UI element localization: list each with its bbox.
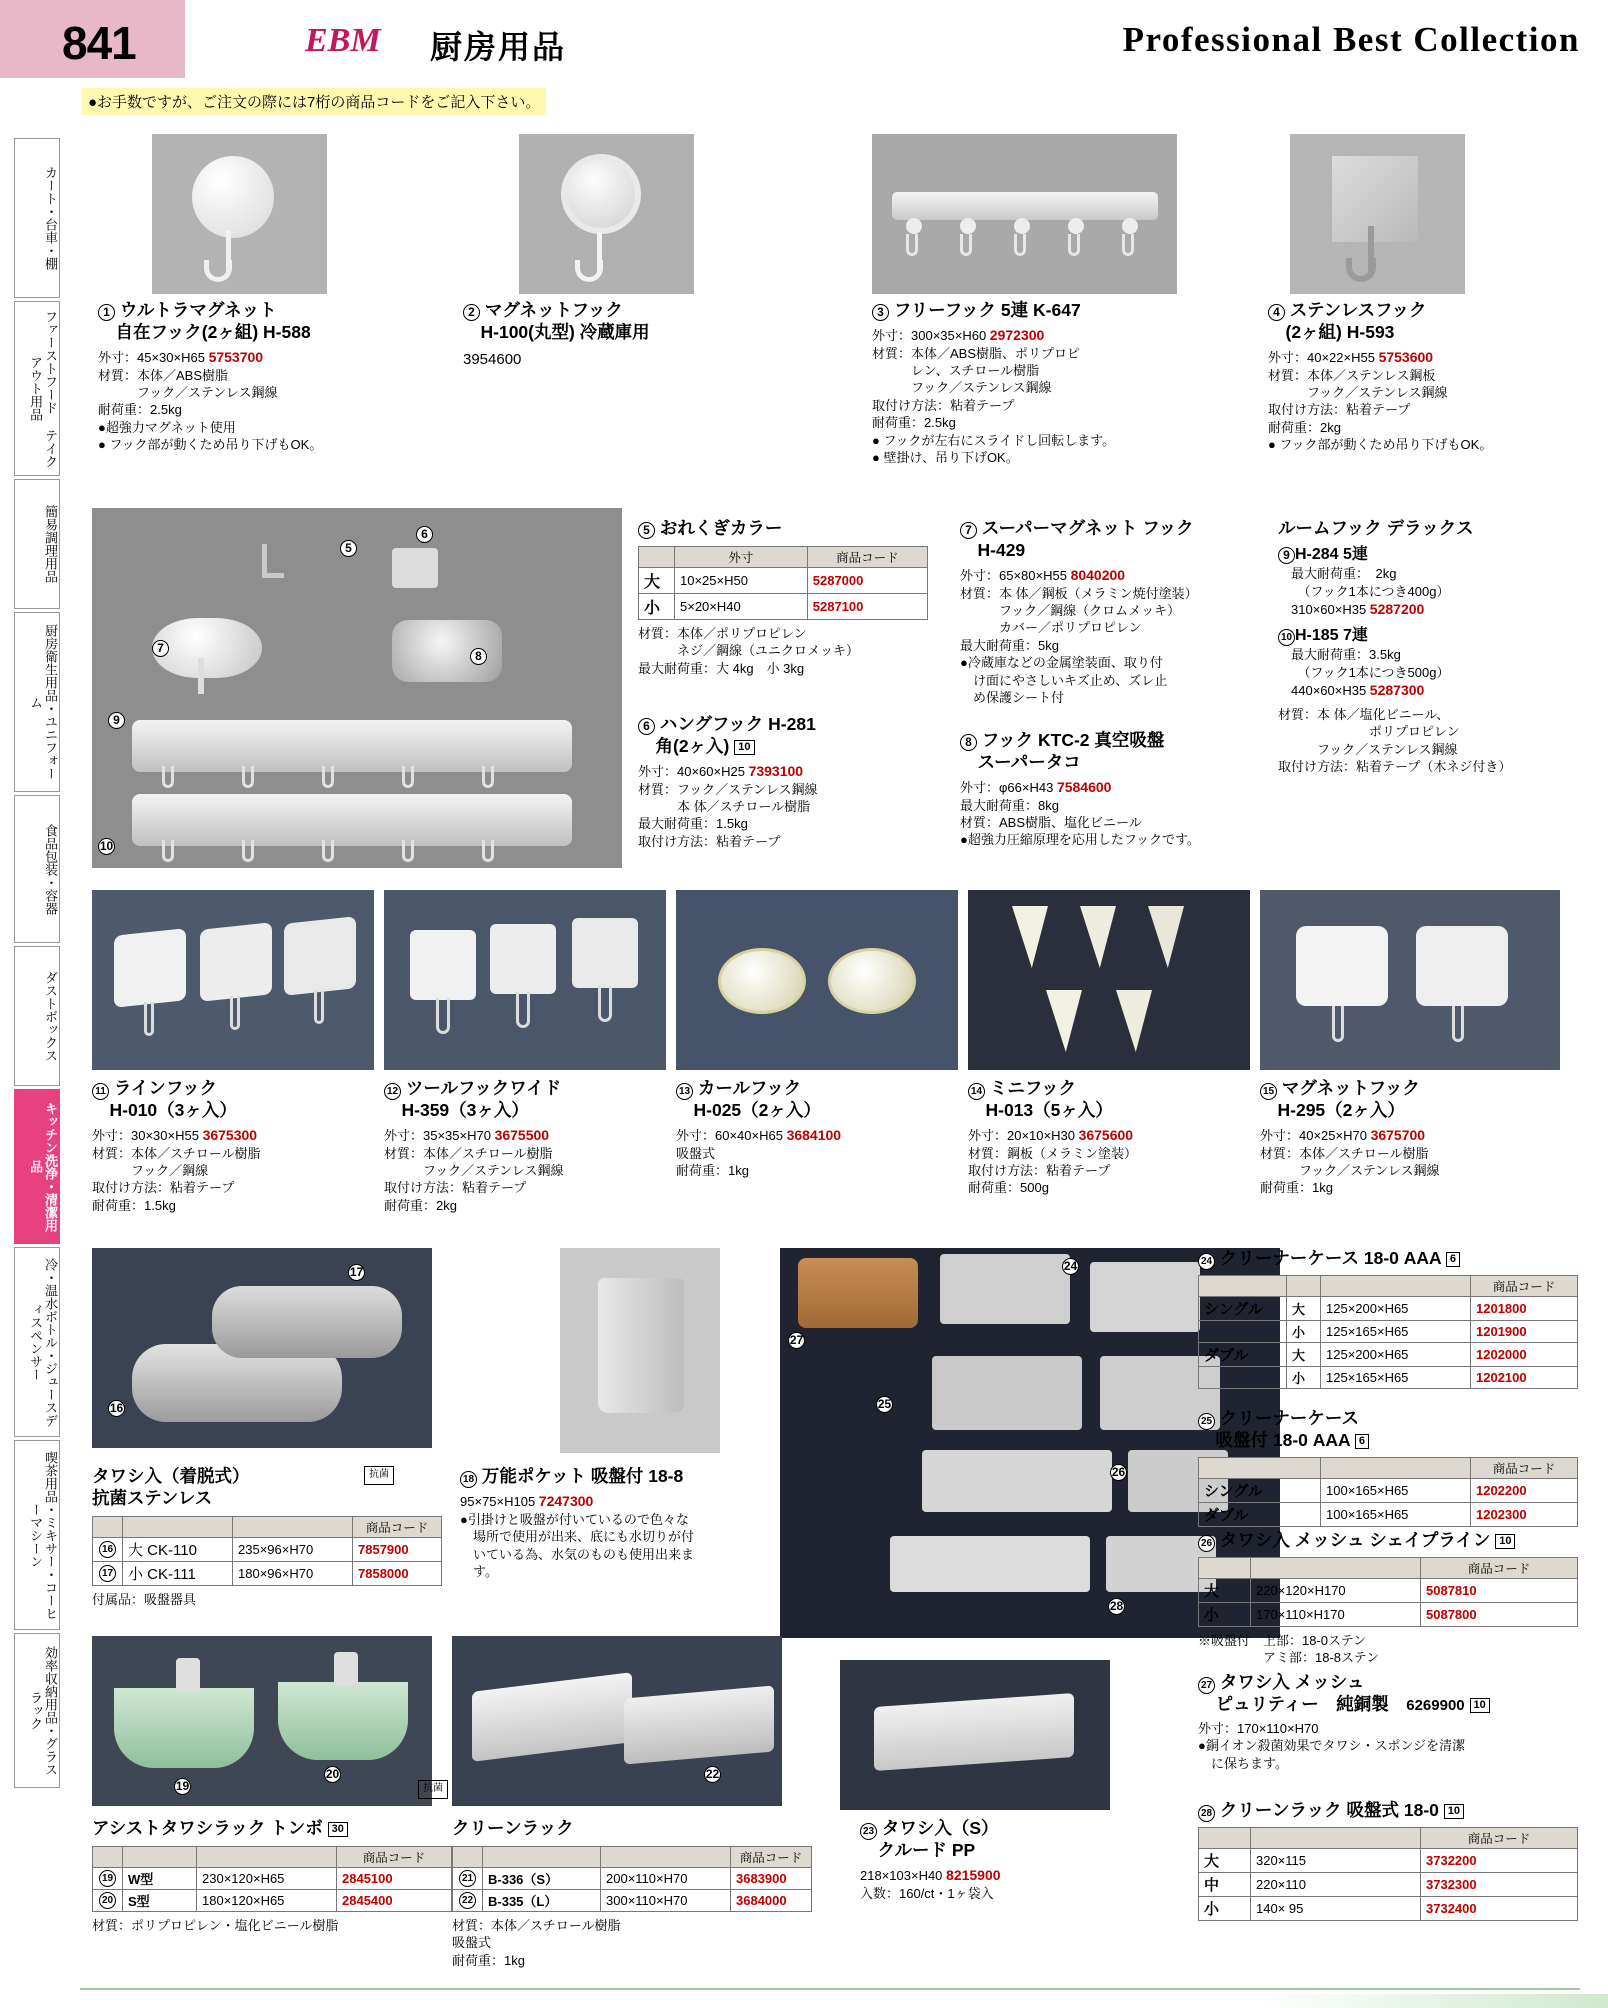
product-12-specs: 外寸：35×35×H70 3675500 材質：本体／スチロール樹脂 フック／ステンレス鋼線 取付け方法：粘着テープ 耐荷重：2kg (384, 1126, 564, 1213)
product-photo-15 (1260, 890, 1560, 1070)
photo-callout-27: 27 (789, 1333, 804, 1347)
photo-callout-16: 16 (109, 1401, 124, 1415)
product-photo-1 (152, 134, 327, 294)
product-11 (92, 1078, 372, 1214)
product-7-title: 7 スーパーマグネット フック H-429 (960, 518, 1194, 560)
page-header (0, 0, 1608, 78)
product-1-title: 1 ウルトラマグネット 自在フック(2ヶ組) H-588 (98, 300, 311, 342)
product-24-title: 24 クリーナーケース 18-0 AAA 6 (1198, 1248, 1578, 1270)
product-27-specs: 外寸：170×110×H70 ●銅イオン殺菌効果でタワシ・スポンジを清潔 に保ちます。 (1198, 1720, 1466, 1771)
product-photo-13 (676, 890, 958, 1070)
sidebar-item-5[interactable]: ダストボックス (14, 946, 60, 1086)
product-1-code: 5753700 (208, 348, 264, 365)
product-3-specs: 外寸：300×35×H60 2972300 材質：本体／ABS樹脂、ポリプロピ レン、スチロール樹脂 フック／ステンレス鋼線 取付け方法：粘着テープ 耐荷重：2.5kg ● フックが左右にスライドし回転します。 ● 壁掛け、吊り下げOK。 (872, 326, 1116, 466)
photo-callout-28: 28 (1109, 1599, 1124, 1613)
product-9-10 (1278, 518, 1578, 776)
product-8 (960, 730, 1260, 849)
product-23 (860, 1818, 1150, 1902)
product-6 (638, 714, 938, 850)
product-21-22-table: 商品コード 21 B-336（S） 200×110×H70 3683900 22 B-335（L） 300×110×H70 3684000 (452, 1846, 812, 1912)
product-14-code: 3675600 (1078, 1126, 1134, 1143)
product-8-title: 8 フック KTC-2 真空吸盤 スーパータコ (960, 730, 1165, 772)
product-photo-23 (840, 1660, 1110, 1810)
photo-callout-20: 20 (325, 1767, 340, 1781)
product-4-title: 4 ステンレスフック (2ヶ組) H-593 (1268, 300, 1427, 342)
sidebar-item-1[interactable]: ファーストフード テイクアウト用品 (14, 301, 60, 476)
product-3-code: 2972300 (989, 326, 1045, 343)
product-11-specs: 外寸：30×30×H55 3675300 材質：本体／スチロール樹脂 フック／鋼線 取付け方法：粘着テープ 耐荷重：1.5kg (92, 1126, 261, 1213)
product-27-code: 6269900 (1406, 1697, 1465, 1714)
product-12-code: 3675500 (494, 1126, 550, 1143)
product-21-22-specs: 材質：本体／スチロール樹脂 吸盤式 耐荷重：1kg (452, 1917, 621, 1968)
sidebar-item-8[interactable]: 喫茶用品・ミキサー・コーヒーマシーン (14, 1440, 60, 1630)
product-5-title: 5 おれくぎカラー (638, 518, 938, 540)
sidebar (14, 138, 60, 1791)
sidebar-item-2[interactable]: 簡易調理用品 (14, 479, 60, 609)
product-7-specs: 外寸：65×80×H55 8040200 材質：本 体／鋼板（メラミン焼付塗装） フック／鋼線（クロムメッキ） カバー／ポリプロピレン 最大耐荷重：5kg ●冷蔵庫などの金属塗装面、取り付 け面にやさしいキズ止め、ズレ止 め保護シート付 (960, 566, 1198, 705)
footer-bar (0, 1994, 1608, 2008)
product-photo-4 (1290, 134, 1465, 294)
photo-callout-26: 26 (1111, 1465, 1126, 1479)
product-2 (463, 300, 713, 370)
photo-callout-9: 9 (108, 712, 125, 729)
product-21-22-title: クリーンラック (452, 1818, 574, 1838)
product-18-code: 7247300 (538, 1493, 594, 1509)
product-13-title: 13 カールフック H-025（2ヶ入） (676, 1078, 821, 1120)
product-11-code: 3675300 (202, 1126, 258, 1143)
product-13 (676, 1078, 966, 1179)
product-6-specs: 外寸：40×60×H25 7393100 材質：フック／ステンレス鋼線 本 体／スチロール樹脂 最大耐荷重：1.5kg 取付け方法：粘着テープ (638, 762, 818, 849)
product-25-title: 25 クリーナーケース 吸盤付 18-0 AAA 6 (1198, 1408, 1578, 1452)
product-15-code: 3675700 (1370, 1126, 1426, 1143)
product-photo-11 (92, 890, 374, 1070)
product-16-17 (92, 1466, 442, 1608)
product-15-title: 15 マグネットフック H-295（2ヶ入） (1260, 1078, 1420, 1120)
product-18-specs: 95×75×H105 7247300 ●引掛けと吸盤が付いているので色々な 場所で使用が出来、底にも水切りが付 いている為、水気のものも使用出来ま す。 (460, 1493, 695, 1579)
photo-callout-7: 7 (152, 640, 169, 657)
product-4 (1268, 300, 1558, 454)
product-5-table: 外寸 商品コード 大 10×25×H50 5287000 小 5×20×H40 5287100 (638, 546, 928, 620)
antibacterial-badge: 抗菌 (364, 1466, 394, 1485)
product-27-title: 27 タワシ入 メッシュ ピュリティー 純銅製 6269900 10 (1198, 1672, 1578, 1716)
brand-logo: EBM (305, 22, 381, 59)
product-14-title: 14 ミニフック H-013（5ヶ入） (968, 1078, 1113, 1120)
product-15-specs: 外寸：40×25×H70 3675700 材質：本体／スチロール樹脂 フック／ステンレス鋼線 耐荷重：1kg (1260, 1126, 1440, 1196)
product-8-specs: 外寸：φ66×H43 7584600 最大耐荷重：8kg 材質：ABS樹脂、塩化ビニール ●超強力圧縮原理を応用したフックです。 (960, 778, 1200, 848)
product-7 (960, 518, 1260, 706)
photo-callout-5: 5 (340, 540, 357, 557)
product-9-10-material: 材質：本 体／塩化ビニール、 ポリプロピレン フック／ステンレス鋼線 取付け方法：粘着テープ（木ネジ付き） (1278, 706, 1512, 775)
product-25 (1198, 1408, 1578, 1527)
photo-callout-8: 8 (470, 648, 487, 665)
product-27 (1198, 1672, 1578, 1772)
product-24 (1198, 1248, 1578, 1389)
product-6-badge: 10 (734, 740, 754, 755)
photo-callout-25: 25 (877, 1397, 892, 1411)
photo-callout-19: 19 (175, 1779, 190, 1793)
product-28-title: 28 クリーンラック 吸盤式 18-0 10 (1198, 1800, 1578, 1822)
product-1-specs: 外寸：45×30×H65 5753700 材質：本体／ABS樹脂 フック／ステンレス鋼線 耐荷重：2.5kg ●超強力マグネット使用 ● フック部が動くため吊り下げもOK。 (98, 348, 323, 453)
product-13-specs: 外寸：60×40×H65 3684100 吸盤式 耐荷重：1kg (676, 1126, 842, 1179)
product-18-title: 18 万能ポケット 吸盤付 18-8 (460, 1466, 760, 1488)
sidebar-item-6[interactable]: キッチン洗浄・清潔用品 (14, 1089, 60, 1244)
product-14-specs: 外寸：20×10×H30 3675600 材質：鋼板（メラミン塗装） 取付け方法：粘着テープ 耐荷重：500g (968, 1126, 1138, 1196)
brand-subtitle: 厨房用品 (430, 29, 567, 65)
product-12-title: 12 ツールフックワイド H-359（3ヶ入） (384, 1078, 562, 1120)
product-3-title: 3 フリーフック 5連 K-647 (872, 300, 1162, 322)
product-19-20-table: 商品コード 19 W型 230×120×H65 2845100 20 S型 180×120×H65 2845400 (92, 1846, 452, 1912)
product-26-title: 26 タワシ入 メッシュ シェイプライン 10 (1198, 1530, 1578, 1552)
product-25-table: 商品コード シングル 100×165×H65 1202200 ダブル 100×165×H65 1202300 (1198, 1457, 1578, 1527)
product-16-17-table: 商品コード 16 大 CK-110 235×96×H70 7857900 17 小 CK-111 180×96×H70 7858000 (92, 1516, 442, 1586)
photo-callout-24: 24 (1063, 1259, 1078, 1273)
product-3 (872, 300, 1162, 466)
product-16-17-title: タワシ入（着脱式） 抗菌ステンレス (92, 1466, 250, 1508)
antibacterial-badge-2: 抗菌 (418, 1780, 448, 1799)
order-notice (82, 88, 546, 115)
product-9-specs: 9 H-284 5連 最大耐荷重： 2kg （フック1本につき400g） 310×60×H35 5287200 (1278, 545, 1450, 618)
photo-callout-10: 10 (99, 839, 114, 853)
product-6-code: 7393100 (748, 762, 804, 779)
product-23-title: 23 タワシ入（S） クルード PP (860, 1818, 999, 1860)
product-12 (384, 1078, 674, 1214)
product-photo-18 (560, 1248, 720, 1453)
product-5 (638, 518, 938, 677)
product-23-code: 8215900 (946, 1866, 1001, 1883)
product-photo-14 (968, 890, 1250, 1070)
product-28-table: 商品コード 大 320×115 3732200 中 220×110 3732300 小 140× 95 3732400 (1198, 1827, 1578, 1921)
product-photo-21-22 (452, 1636, 782, 1806)
product-8-code: 7584600 (1056, 778, 1112, 795)
photo-callout-6: 6 (416, 526, 433, 543)
product-4-specs: 外寸：40×22×H55 5753600 材質：本体／ステンレス鋼板 フック／ステンレス鋼線 取付け方法：粘着テープ 耐荷重：2kg ● フック部が動くため吊り下げもOK。 (1268, 348, 1493, 453)
collection-title: Professional Best Collection (1122, 20, 1580, 59)
sidebar-item-3[interactable]: 厨房衛生用品・ユニフォーム (14, 612, 60, 792)
product-13-code: 3684100 (786, 1126, 842, 1143)
photo-callout-22: 22 (705, 1767, 720, 1781)
product-19-20-note: 材質：ポリプロピレン・塩化ビニール樹脂 (92, 1917, 339, 1933)
product-9-10-title: ルームフック デラックス (1278, 518, 1474, 538)
product-21-22 (452, 1818, 812, 1969)
sidebar-item-7[interactable]: 冷・温水ボトル・ジュースディスペンサー (14, 1247, 60, 1437)
product-26 (1198, 1530, 1578, 1667)
product-26-note: ※吸盤付 上部：18-0ステン アミ部：18-8ステン (1198, 1633, 1380, 1666)
product-7-code: 8040200 (1070, 566, 1126, 583)
product-23-specs: 218×103×H40 8215900 入数：160/ct・1ヶ袋入 (860, 1866, 1001, 1901)
sidebar-item-4[interactable]: 食品包装・容器 (14, 795, 60, 943)
product-2-code: 3954600 (463, 350, 522, 368)
product-5-specs: 材質：本体／ポリプロピレン ネジ／鋼線（ユニクロメッキ） 最大耐荷重：大 4kg 小 3kg (638, 625, 860, 676)
product-24-table: 商品コード シングル 大 125×200×H65 1201800 小 125×165×H65 1201900 ダブル 大 125×200×H65 1202000 小 125×165×H65 1202100 (1198, 1275, 1578, 1389)
product-photo-12 (384, 890, 666, 1070)
product-19-20 (92, 1783, 452, 1934)
product-4-code: 5753600 (1378, 348, 1434, 365)
product-16-17-note: 付属品：吸盤器具 (92, 1591, 197, 1607)
product-photo-16-17 (92, 1248, 432, 1448)
product-photo-3 (872, 134, 1177, 294)
product-26-table: 商品コード 大 220×120×H170 5087810 小 170×110×H170 5087800 (1198, 1557, 1578, 1627)
page-number: 841 (62, 17, 136, 69)
sidebar-item-9[interactable]: 効率収納用品・グラスラック (14, 1633, 60, 1788)
product-photo-19-20 (92, 1636, 432, 1806)
product-photo-2 (519, 134, 694, 294)
product-14 (968, 1078, 1258, 1197)
photo-callout-17: 17 (349, 1265, 364, 1279)
product-10-specs: 10 H-185 7連 最大耐荷重：3.5kg （フック1本につき500g） 440×60×H35 5287300 (1278, 626, 1450, 699)
sidebar-item-0[interactable]: カート・台車・棚 (14, 138, 60, 298)
product-28 (1198, 1800, 1578, 1921)
product-photo-group-5-10 (92, 508, 622, 868)
product-1 (98, 300, 348, 454)
product-18 (460, 1466, 760, 1580)
product-19-20-title: アシストタワシラック トンボ 30 (92, 1818, 452, 1840)
footer-rule (80, 1988, 1580, 1990)
product-2-title: 2 マグネットフック H-100(丸型) 冷蔵庫用 (463, 300, 650, 342)
order-notice-text: ●お手数ですが、ご注文の際には7桁の商品コードをご記入下さい。 (88, 94, 541, 111)
product-6-title: 6 ハングフック H-281 角(2ヶ入) 10 (638, 714, 816, 756)
product-11-title: 11 ラインフック H-010（3ヶ入） (92, 1078, 237, 1120)
product-15 (1260, 1078, 1560, 1197)
